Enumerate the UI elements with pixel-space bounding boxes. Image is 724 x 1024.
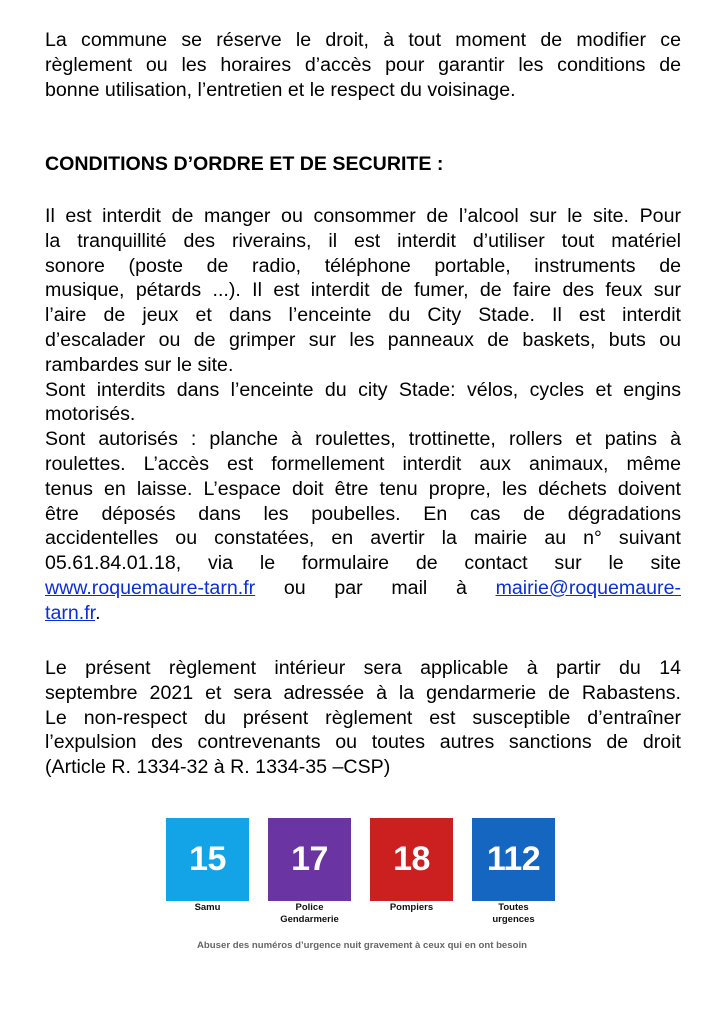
emergency-footer-note: Abuser des numéros d’urgence nuit gravement à ceux qui en ont besoin xyxy=(197,940,527,951)
rules-paragraph xyxy=(45,204,681,626)
contact-line-end xyxy=(45,601,681,626)
emergency-tile-samu xyxy=(166,818,249,901)
closing-line: Le présent règlement intérieur sera applicable à partir du 14 xyxy=(45,657,681,679)
emergency-label-line: Police xyxy=(295,902,324,913)
intro-line: bonne utilisation, l’entretien et le respect du voisinage. xyxy=(45,78,516,101)
closing-paragraph xyxy=(45,656,681,780)
rules-line: tenus en laisse. L’espace doit être tenu propre, les déchets doivent xyxy=(45,477,681,500)
contact-line xyxy=(45,576,681,601)
closing-line: Le non-respect du présent règlement est susceptible d’entraîner xyxy=(45,706,681,729)
email-link-part1[interactable]: mairie@roquemaure- xyxy=(495,576,681,599)
rules-line: roulettes. L’accès est formellement interdit aux animaux, même xyxy=(45,452,681,475)
closing-line: septembre 2021 et sera adressée à la gendarmerie de Rabastens. xyxy=(45,681,681,704)
intro-line: La commune se réserve le droit, à tout moment de modifier ce xyxy=(45,29,681,51)
rules-line: d’escalader ou de grimper sur les panneaux de baskets, buts ou xyxy=(45,328,681,351)
intro-line: règlement ou les horaires d’accès pour garantir les conditions de xyxy=(45,53,681,76)
rules-line: l’aire de jeux et dans l’enceinte du City Stade. Il est interdit xyxy=(45,304,681,327)
email-link-part2[interactable]: tarn.fr xyxy=(45,601,96,624)
rules-line: 05.61.84.01.18, via le formulaire de contact sur le site xyxy=(45,552,681,575)
closing-line: (Article R. 1334-32 à R. 1334-35 –CSP) xyxy=(45,756,391,779)
rules-line: rambardes sur le site. xyxy=(45,353,234,376)
emergency-number: 112 xyxy=(486,840,541,878)
emergency-label-line: Gendarmerie xyxy=(280,914,339,925)
intro-paragraph xyxy=(45,28,681,102)
emergency-label-line: urgences xyxy=(492,914,535,925)
rules-line: Sont autorisés : planche à roulettes, trottinette, rollers et patins à xyxy=(45,428,681,451)
rules-line: Il est interdit de manger ou consommer de l’alcool sur le site. Pour xyxy=(45,205,681,227)
closing-line: l’expulsion des contrevenants ou toutes autres sanctions de droit xyxy=(45,731,681,754)
rules-line: sonore (poste de radio, téléphone portable, instruments de xyxy=(45,254,681,277)
emergency-label xyxy=(268,902,351,926)
emergency-tile-pompiers xyxy=(370,818,453,901)
emergency-label xyxy=(166,902,249,914)
rules-line: accidentelles ou constatées, en avertir la mairie au n° suivant xyxy=(45,527,681,550)
emergency-label-line: Pompiers xyxy=(389,902,434,913)
rules-line: la tranquillité des riverains, il est interdit d’utiliser tout matériel xyxy=(45,229,681,252)
rules-line: musique, pétards ...). Il est interdit de fumer, de faire des feux sur xyxy=(45,279,681,302)
rules-line: Sont interdits dans l’enceinte du city Stade: vélos, cycles et engins xyxy=(45,378,681,401)
section-heading: CONDITIONS D’ORDRE ET DE SECURITE : xyxy=(45,153,444,175)
emergency-tile-urgences xyxy=(472,818,555,901)
rules-line: motorisés. xyxy=(45,403,136,426)
emergency-number: 17 xyxy=(291,840,328,878)
emergency-number: 15 xyxy=(189,840,226,878)
mail-connector: ou par mail à xyxy=(283,576,467,599)
emergency-number: 18 xyxy=(393,840,430,878)
website-link[interactable]: www.roquemaure-tarn.fr xyxy=(45,576,256,599)
emergency-label xyxy=(370,902,453,914)
emergency-label-line: Samu xyxy=(194,902,221,913)
final-period: . xyxy=(95,601,101,624)
emergency-label-line: Toutes xyxy=(498,902,529,913)
rules-line: être déposés dans les poubelles. En cas de dégradations xyxy=(45,502,681,525)
emergency-tile-police xyxy=(268,818,351,901)
emergency-label xyxy=(472,902,555,926)
